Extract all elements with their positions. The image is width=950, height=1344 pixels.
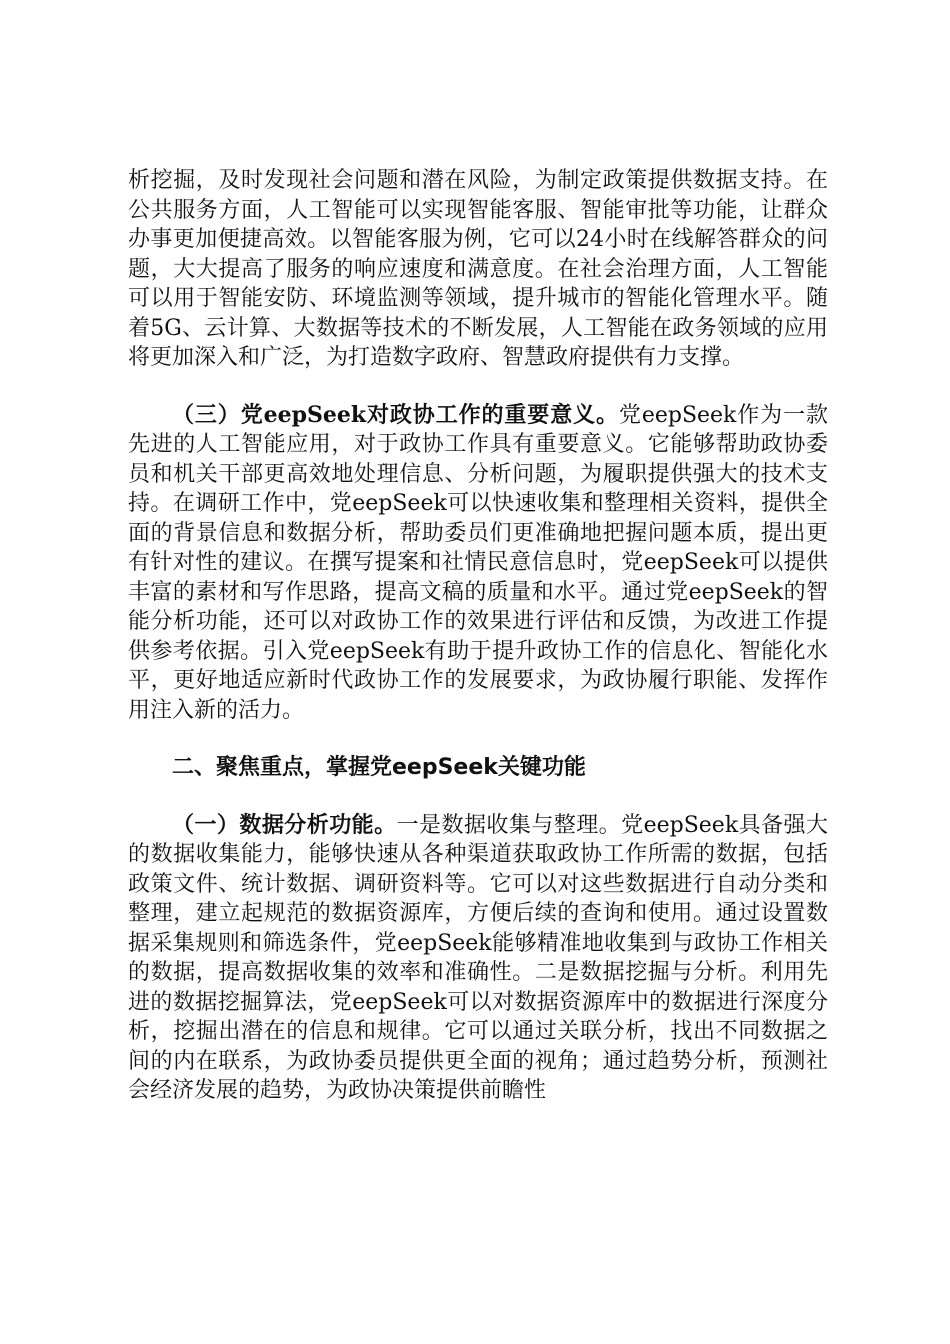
paragraph-text: 一是数据收集与整理。党eepSeek具备强大的数据收集能力，能够快速从各种渠道获取政协工作所需的数据，包括政策文件、统计数据、调研资料等。它可以对这些数据进行自动分类和整理，建立起规范的数据资源库，方便后续的查询和使用。通过设置数据采集规则和筛选条件，党eepSeek能够精准地收集到与政协工作相关的数据，提高数据收集的效率和准确性。二是数据挖掘与分析。利用先进的数据挖掘算法，党eepSeek可以对数据资源库中的数据进行深度分析，挖掘出潜在的信息和规律。它可以通过关联分析，找出不同数据之间的内在联系，为政协委员提供更全面的视角；通过趋势分析，预测社会经济发展的趋势，为政协决策提供前瞻性 xyxy=(128,812,828,1103)
paragraph-text: 析挖掘，及时发现社会问题和潜在风险，为制定政策提供数据支持。在公共服务方面，人工智能可以实现智能客服、智能审批等功能，让群众办事更加便捷高效。以智能客服为例，它可以24小时在线解答群众的问题，大大提高了服务的响应速度和满意度。在社会治理方面，人工智能可以用于智能安防、环境监测等领域，提升城市的智能化管理水平。随着5G、云计算、大数据等技术的不断发展，人工智能在政务领域的应用将更加深入和广泛，为打造数字政府、智慧政府提供有力支撑。 xyxy=(128,168,828,370)
document-body xyxy=(128,166,828,1134)
paragraph-section-3 xyxy=(128,401,828,726)
section-heading: 二、聚焦重点，掌握党eepSeek关键功能 xyxy=(172,755,586,780)
subsection-lead-heading: （一）数据分析功能。 xyxy=(172,811,397,838)
paragraph-continuation xyxy=(128,166,828,373)
section-lead-heading: （三）党eepSeek对政协工作的重要意义。 xyxy=(172,401,619,428)
paragraph-subsection-1 xyxy=(128,811,828,1106)
paragraph-text: 党eepSeek作为一款先进的人工智能应用，对于政协工作具有重要意义。它能够帮助政协委员和机关干部更高效地处理信息、分析问题，为履职提供强大的技术支持。在调研工作中，党eepSeek可以快速收集和整理相关资料，提供全面的背景信息和数据分析，帮助委员们更准确地把握问题本质，提出更有针对性的建议。在撰写提案和社情民意信息时，党eepSeek可以提供丰富的素材和写作思路，提高文稿的质量和水平。通过党eepSeek的智能分析功能，还可以对政协工作的效果进行评估和反馈，为改进工作提供参考依据。引入党eepSeek有助于提升政协工作的信息化、智能化水平，更好地适应新时代政协工作的发展要求，为政协履行职能、发挥作用注入新的活力。 xyxy=(128,402,828,723)
